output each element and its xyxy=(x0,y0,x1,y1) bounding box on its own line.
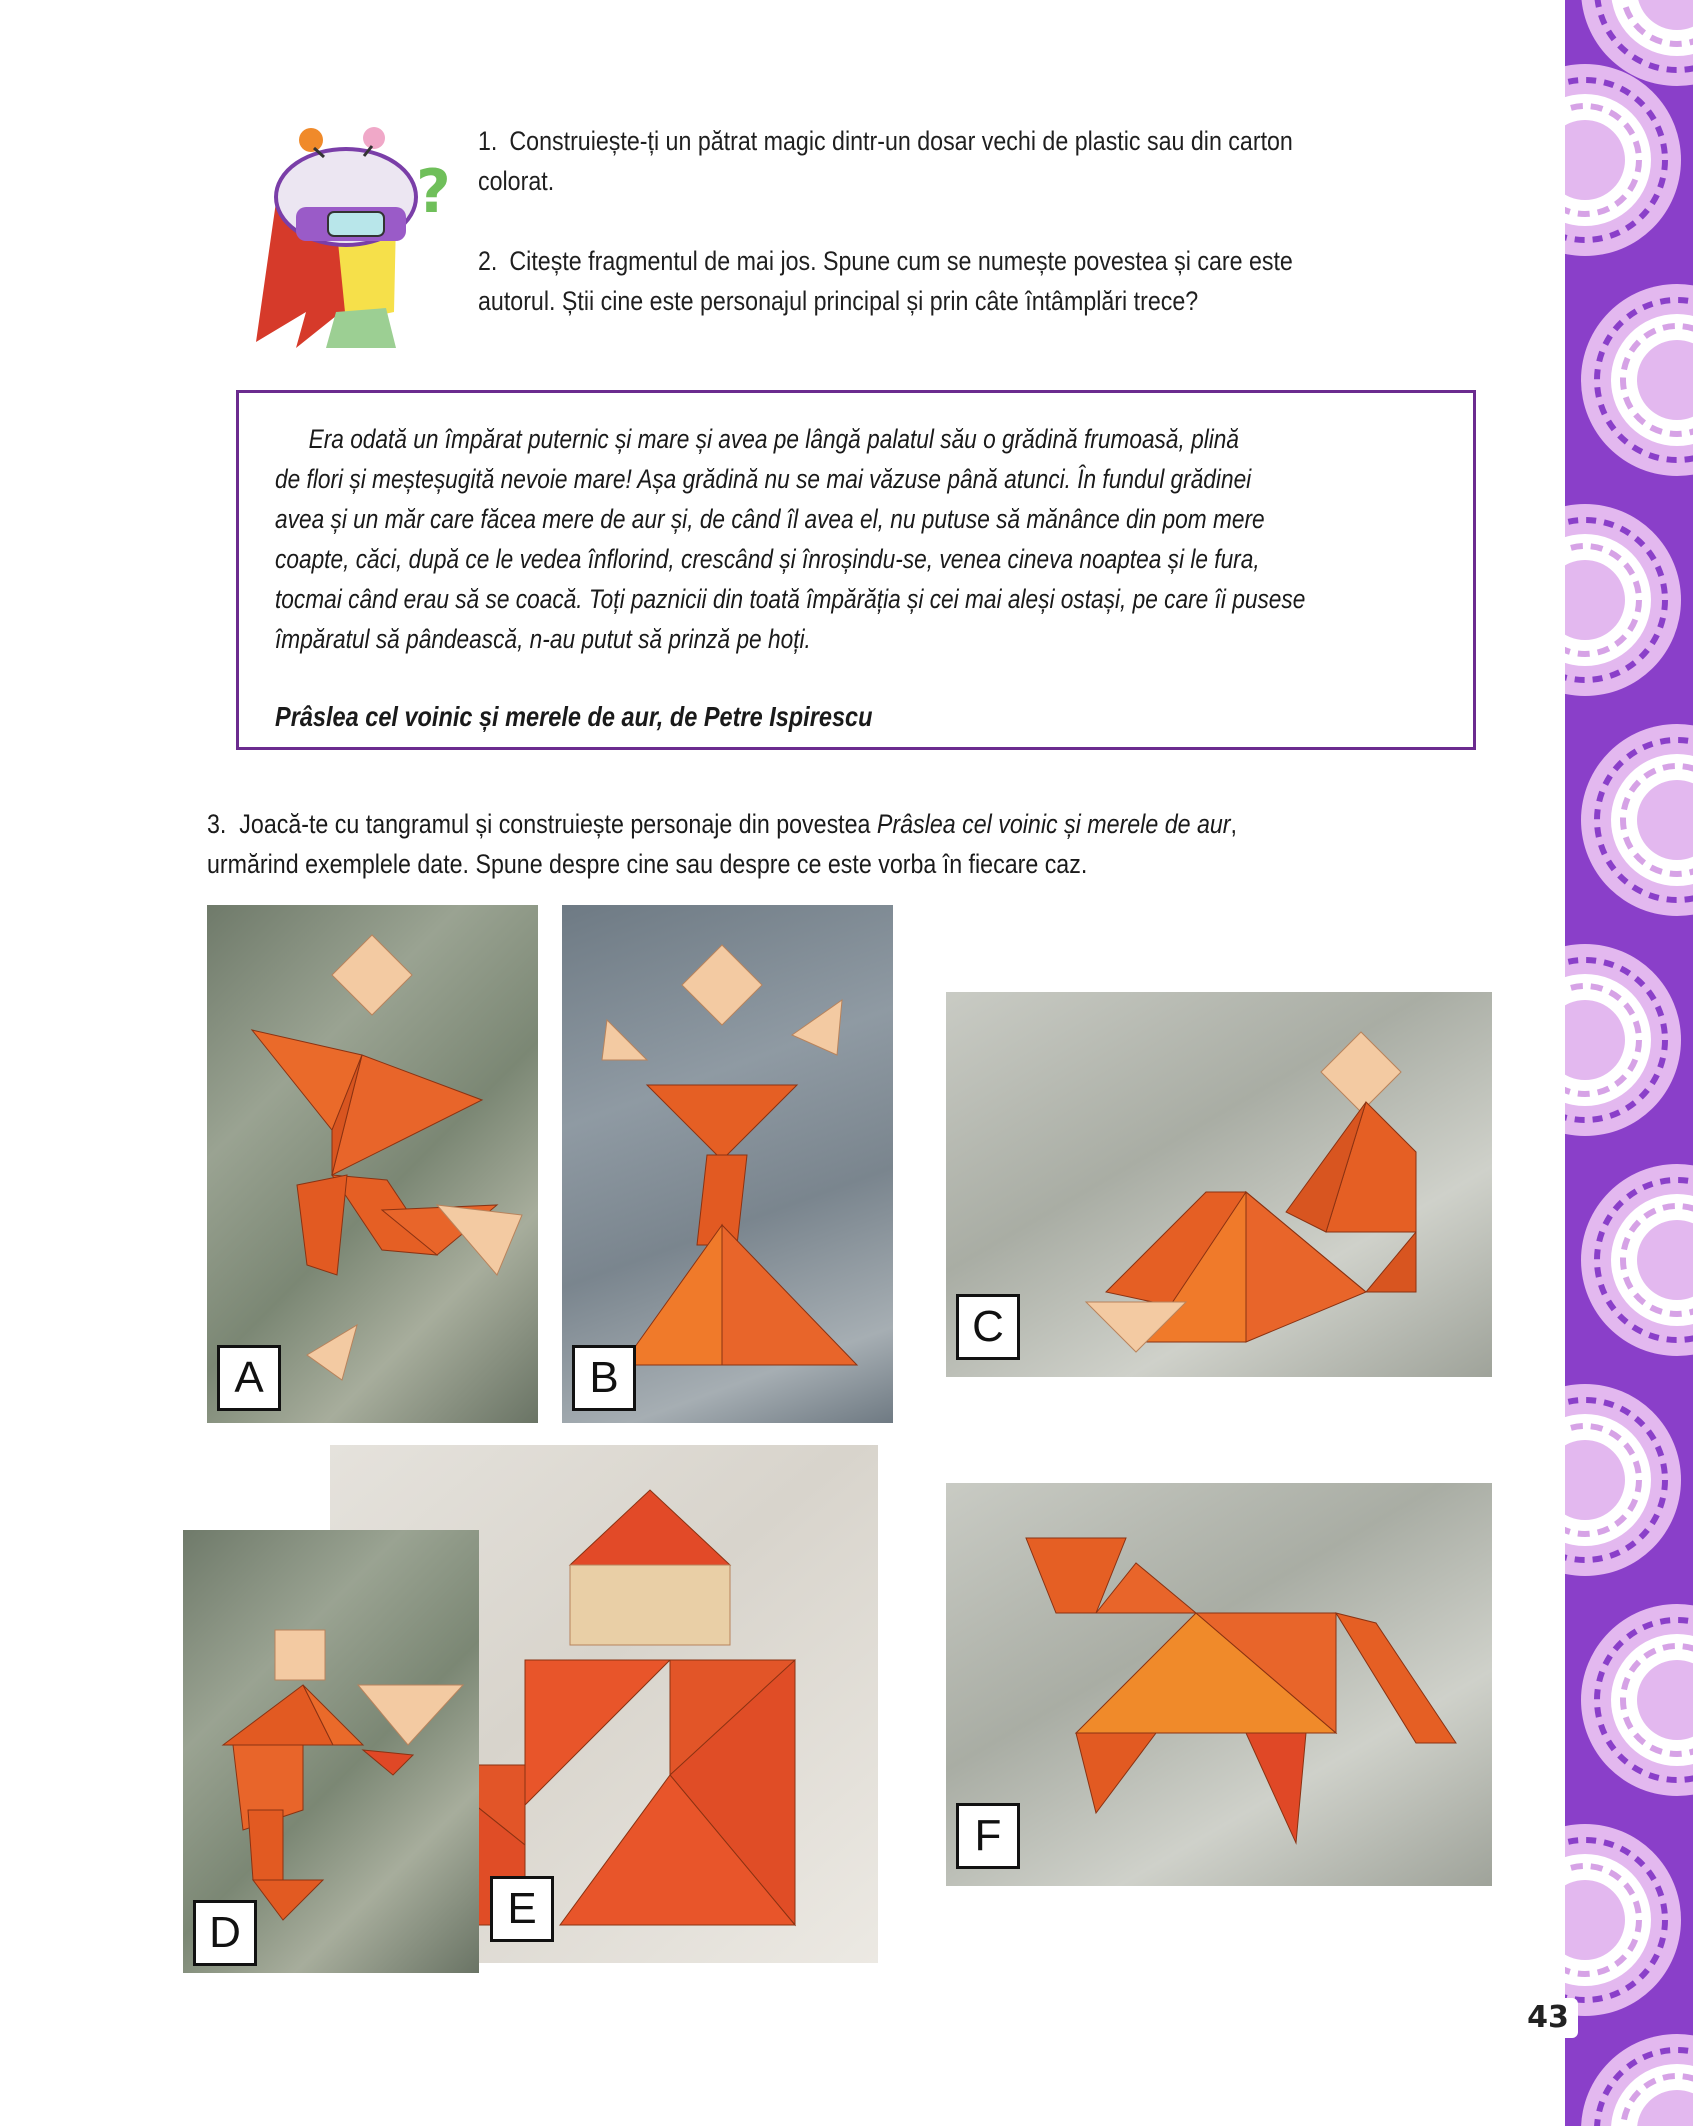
figure-label: B xyxy=(572,1345,636,1411)
tangram-photo-f xyxy=(946,1483,1492,1886)
page-number: 43 xyxy=(1518,1998,1578,2038)
story-excerpt xyxy=(275,419,1409,659)
tangram-photo-c xyxy=(946,992,1492,1377)
story-line: coapte, căci, după ce le vedea înflorind, crescând și înroșindu-se, venea cineva noaptea și le fura, xyxy=(275,544,1260,574)
instruction-1 xyxy=(478,121,1441,201)
story-source: Prâslea cel voinic și merele de aur, de Petre Ispirescu xyxy=(275,701,873,732)
instruction-text: Citește fragmentul de mai jos. Spune cum se numește povestea și care este xyxy=(509,246,1293,276)
figure-label: C xyxy=(956,1294,1020,1360)
story-line: de flori și meșteșugită nevoie mare! Așa grădină nu se mai văzuse până atunci. În fundul grădinei xyxy=(275,464,1252,494)
instruction-3 xyxy=(207,804,1385,884)
mascot-illustration xyxy=(246,112,458,348)
tangram-photo-d xyxy=(183,1530,479,1973)
story-excerpt-box xyxy=(236,390,1476,750)
story-line: Era odată un împărat puternic și mare și avea pe lângă palatul său o grădină frumoasă, plină xyxy=(308,424,1240,454)
instruction-text: Joacă-te cu tangramul și construiește personaje din povestea xyxy=(239,809,877,839)
instruction-text: , xyxy=(1230,809,1237,839)
svg-text:?: ? xyxy=(416,157,451,227)
instruction-2 xyxy=(478,241,1441,321)
decorative-side-border xyxy=(1565,0,1693,2126)
instruction-number: 2. xyxy=(478,246,498,276)
story-line: tocmai când erau să se coacă. Toți paznicii din toată împărăția și cei mai aleși ostași, pe care îi pusese xyxy=(275,584,1306,614)
figure-label: F xyxy=(956,1803,1020,1869)
instruction-text: colorat. xyxy=(478,166,555,196)
figure-label: E xyxy=(490,1876,554,1942)
tangram-photo-b xyxy=(562,905,893,1423)
instruction-number: 1. xyxy=(478,126,498,156)
figure-label: D xyxy=(193,1900,257,1966)
instruction-text: Construiește-ți un pătrat magic dintr-un dosar vechi de plastic sau din carton xyxy=(509,126,1293,156)
instruction-text: autorul. Știi cine este personajul principal și prin câte întâmplări trece? xyxy=(478,286,1199,316)
figure-label: A xyxy=(217,1345,281,1411)
tangram-photo-a xyxy=(207,905,538,1423)
instruction-number: 3. xyxy=(207,809,227,839)
story-line: avea și un măr care făcea mere de aur și, de când îl avea el, nu putuse să mănânce din pom mere xyxy=(275,504,1265,534)
story-title: Prâslea cel voinic și merele de aur xyxy=(876,809,1231,839)
instruction-text: urmărind exemplele date. Spune despre cine sau despre ce este vorba în fiecare caz. xyxy=(207,849,1088,879)
story-line: împăratul să pândească, n-au putut să prinză pe hoți. xyxy=(275,624,811,654)
